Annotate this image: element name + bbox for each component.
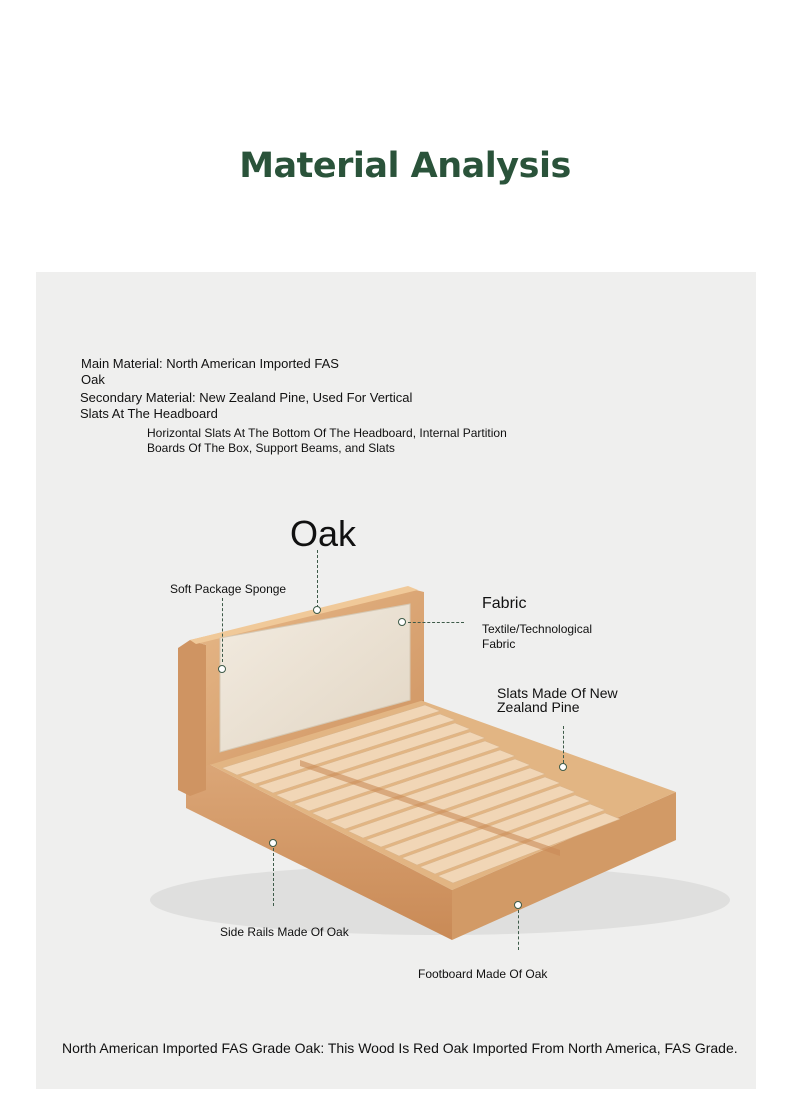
footboard-leader-line	[518, 910, 519, 950]
fabric-leader-line	[408, 622, 464, 623]
side-rail-leader-line	[273, 848, 274, 906]
oak-leader-line	[317, 550, 318, 608]
oak-marker	[313, 606, 321, 614]
fabric-marker	[398, 618, 406, 626]
fabric-heading: Fabric	[482, 595, 527, 612]
secondary-material-text: Secondary Material: New Zealand Pine, Used For Vertical Slats At The Headboard	[80, 390, 413, 421]
side-rails-label: Side Rails Made Of Oak	[220, 925, 349, 939]
slats-label: Slats Made Of New Zealand Pine	[497, 685, 618, 715]
slats-leader-line	[563, 726, 564, 763]
side-rail-marker	[269, 839, 277, 847]
main-material-text: Main Material: North American Imported FAS Oak	[81, 356, 339, 387]
headboard-side	[178, 640, 206, 796]
page-title: Material Analysis	[239, 146, 571, 186]
oak-heading: Oak	[290, 513, 357, 554]
footboard-label: Footboard Made Of Oak	[418, 967, 548, 981]
sponge-leader-line	[222, 598, 223, 662]
pine-parts-text: Horizontal Slats At The Bottom Of The Headboard, Internal Partition Boards Of The Box, Support Beams, and Slats	[147, 426, 507, 455]
footer-note: North American Imported FAS Grade Oak: This Wood Is Red Oak Imported From North America, FAS Grade.	[62, 1040, 738, 1056]
footboard-marker	[514, 901, 522, 909]
fabric-description: Textile/Technological Fabric	[482, 622, 593, 651]
sponge-label: Soft Package Sponge	[170, 582, 287, 596]
slats-marker	[559, 763, 567, 771]
sponge-marker	[218, 665, 226, 673]
